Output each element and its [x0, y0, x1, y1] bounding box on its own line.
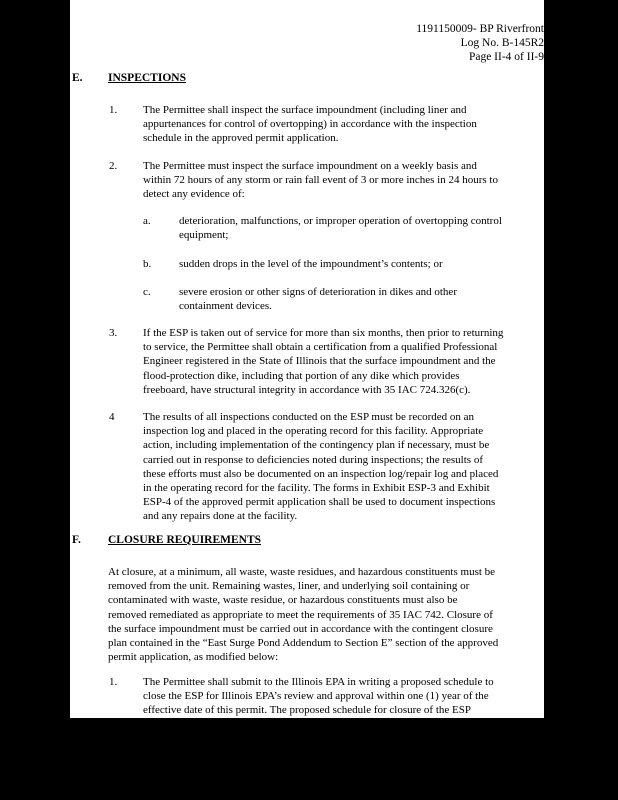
text-line: deterioration, malfunctions, or improper operation of overtopping control: [179, 215, 502, 227]
text-line: At closure, at a minimum, all waste, waste residues, and hazardous constituents must be: [108, 566, 496, 578]
item-f1-text: [143, 675, 539, 718]
item-e1-number: 1.: [109, 104, 118, 116]
header-page-number: Page II-4 of II-9: [468, 51, 544, 63]
text-line: the surface impoundment must be carried out in accordance with the contingent closure: [108, 622, 493, 635]
text-line: and any repairs done at the facility.: [143, 510, 298, 523]
text-line: within 72 hours of any storm or rain fall event of 3 or more inches in 24 hours to: [143, 174, 498, 187]
text-line: containment devices.: [179, 300, 272, 313]
text-line: ESP-4 of the approved permit application shall be used to document inspections: [143, 496, 496, 509]
text-line: these efforts must also be documented on an inspection log/repair log and placed: [143, 467, 499, 480]
item-e3-text: [143, 326, 539, 397]
item-e4-text: [143, 410, 539, 524]
text-line: carried out in response to deficiencies noted during inspections; the results of: [143, 453, 483, 466]
item-e4-number: 4: [109, 411, 115, 423]
text-line: detect any evidence of:: [143, 188, 245, 201]
text-line: in the operating record for the facility. The forms in Exhibit ESP-3 and Exhibit: [143, 482, 490, 495]
text-line: The results of all inspections conducted on the ESP must be recorded on an: [143, 411, 475, 423]
subitem-c-text: [179, 285, 539, 313]
subitem-c-letter: c.: [143, 286, 151, 298]
subitem-a-letter: a.: [143, 215, 151, 227]
item-e2-number: 2.: [109, 160, 118, 172]
text-line: freeboard, have structural integrity in accordance with 35 IAC 724.326(c).: [143, 383, 471, 396]
item-e2-text: [143, 159, 539, 202]
text-line: The Permittee shall submit to the Illinois EPA in writing a proposed schedule to: [143, 676, 494, 688]
header-facility-id: 1191150009- BP Riverfront: [416, 23, 544, 35]
text-line: action, including implementation of the contingency plan if necessary, must be: [143, 439, 490, 452]
text-line: permit application, as modified below:: [108, 651, 279, 664]
text-line: equipment;: [179, 229, 229, 242]
subitem-a-text: [179, 214, 539, 242]
text-line: The Permittee shall inspect the surface impoundment (including liner and: [143, 104, 467, 116]
item-e1-text: [143, 103, 539, 146]
section-f-intro: [108, 565, 539, 664]
text-line: The Permittee must inspect the surface impoundment on a weekly basis and: [143, 160, 477, 172]
subitem-b-text: [179, 257, 539, 271]
text-line: sudden drops in the level of the impoundment’s contents; or: [179, 258, 443, 270]
text-line: effective date of this permit. The proposed schedule for closure of the ESP: [143, 704, 471, 717]
text-line: Engineer registered in the State of Illinois that the surface impoundment and the: [143, 355, 496, 368]
section-e-title: INSPECTIONS: [108, 72, 186, 84]
section-e-letter: E.: [72, 72, 83, 84]
section-f-title: CLOSURE REQUIREMENTS: [108, 534, 262, 546]
header-log-number: Log No. B-145R2: [460, 37, 544, 49]
text-line: plan contained in the “East Surge Pond Addendum to Section E” section of the approved: [108, 637, 499, 650]
document-page: [70, 0, 544, 718]
item-f1-number: 1.: [109, 676, 118, 688]
text-line: close the ESP for Illinois EPA’s review and approval within one (1) year of the: [143, 690, 489, 703]
text-line: schedule in the approved permit application.: [143, 132, 339, 145]
item-e3-number: 3.: [109, 327, 118, 339]
text-line: to service, the Permittee shall obtain a certification from a qualified Professional: [143, 341, 498, 354]
text-line: appurtenances for control of overtopping) in accordance with the inspection: [143, 118, 477, 131]
text-line: If the ESP is taken out of service for more than six months, then prior to returning: [143, 327, 504, 339]
section-f-letter: F.: [72, 534, 81, 546]
subitem-b-letter: b.: [143, 258, 152, 270]
text-line: severe erosion or other signs of deterioration in dikes and other: [179, 286, 457, 298]
text-line: removed from the unit. Remaining wastes, liner, and underlying soil containing or: [108, 580, 470, 593]
text-line: flood-protection dike, including that portion of any dike which provides: [143, 369, 460, 382]
text-line: removed remediated as appropriate to meet the requirements of 35 IAC 742. Closure of: [108, 608, 493, 621]
text-line: contaminated with waste, waste residue, or hazardous constituents must also be: [108, 594, 458, 607]
text-line: inspection log and placed in the operating record for this facility. Appropriate: [143, 425, 484, 438]
